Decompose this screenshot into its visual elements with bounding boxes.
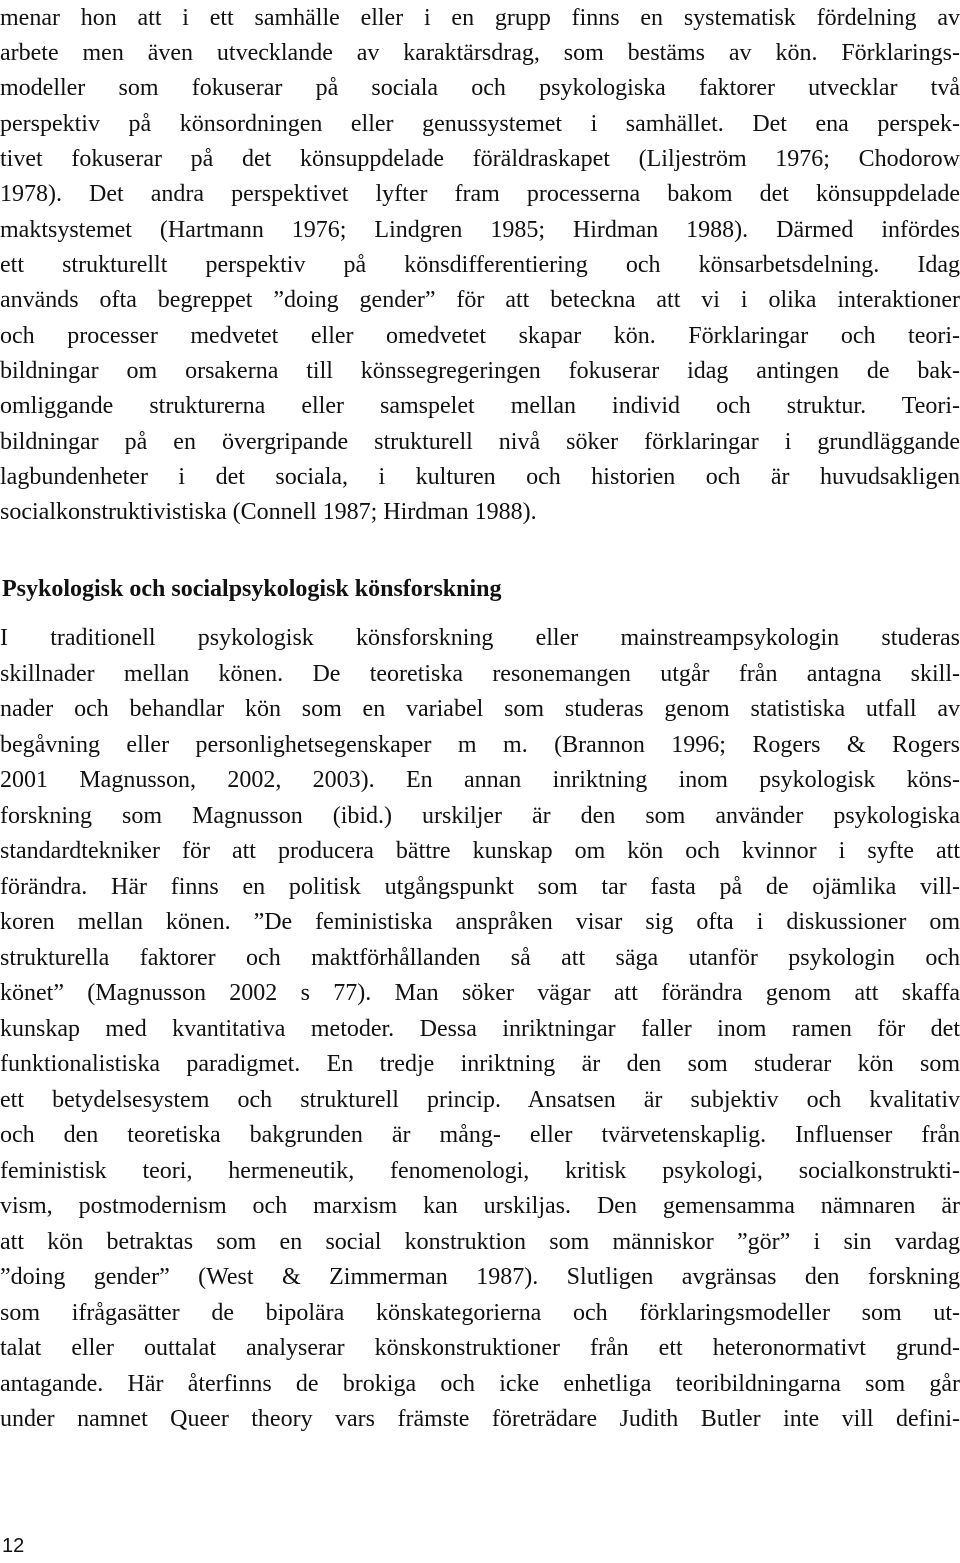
text-line: som ifrågasätter de bipolära könskategorierna och förklaringsmodeller som ut- <box>0 1300 960 1326</box>
text-line: koren mellan könen. ”De feministiska anspråken visar sig ofta i diskussioner om <box>0 909 960 935</box>
text-line: lagbundenheter i det sociala, i kulturen och historien och är huvudsakligen <box>0 464 960 490</box>
section-heading: Psykologisk och socialpsykologisk könsforskning <box>2 576 502 602</box>
text-line: förändra. Här finns en politisk utgångspunkt som tar fasta på de ojämlika vill- <box>0 874 960 900</box>
text-line: funktionalistiska paradigmet. En tredje inriktning är den som studerar kön som <box>0 1051 960 1077</box>
text-line: ”doing gender” (West & Zimmerman 1987). Slutligen avgränsas den forskning <box>0 1264 960 1290</box>
text-line: begåvning eller personlighetsegenskaper m m. (Brannon 1996; Rogers & Rogers <box>0 732 960 758</box>
text-line: tivet fokuserar på det könsuppdelade föräldraskapet (Liljeström 1976; Chodorow <box>0 146 960 172</box>
page-number: 12 <box>2 1535 25 1557</box>
text-line: I traditionell psykologisk könsforskning eller mainstreampsykologin studeras <box>0 625 960 651</box>
text-line: standardtekniker för att producera bättre kunskap om kön och kvinnor i syfte att <box>0 838 960 864</box>
text-line: menar hon att i ett samhälle eller i en grupp finns en systematisk fördelning av <box>0 5 960 31</box>
text-line: ett strukturellt perspektiv på könsdifferentiering och könsarbetsdelning. Idag <box>0 252 960 278</box>
text-line: strukturella faktorer och maktförhållanden så att säga utanför psykologin och <box>0 945 960 971</box>
text-line: ett betydelsesystem och strukturell princip. Ansatsen är subjektiv och kvalitativ <box>0 1087 960 1113</box>
text-line: bildningar på en övergripande strukturell nivå söker förklaringar i grundläggande <box>0 429 960 455</box>
text-line: 1978). Det andra perspektivet lyfter fram processerna bakom det könsuppdelade <box>0 181 960 207</box>
text-line: nader och behandlar kön som en variabel som studeras genom statistiska utfall av <box>0 696 960 722</box>
text-line: talat eller outtalat analyserar könskonstruktioner från ett heteronormativt grund- <box>0 1335 960 1361</box>
text-line: 2001 Magnusson, 2002, 2003). En annan inriktning inom psykologisk köns- <box>0 767 960 793</box>
text-line: modeller som fokuserar på sociala och psykologiska faktorer utvecklar två <box>0 75 960 101</box>
text-line: och den teoretiska bakgrunden är mång- eller tvärvetenskaplig. Influenser från <box>0 1122 960 1148</box>
text-line: perspektiv på könsordningen eller genussystemet i samhället. Det ena perspek- <box>0 111 960 137</box>
text-line: används ofta begreppet ”doing gender” för att beteckna att vi i olika interaktioner <box>0 287 960 313</box>
text-line: antagande. Här återfinns de brokiga och icke enhetliga teoribildningarna som går <box>0 1371 960 1397</box>
text-line: vism, postmodernism och marxism kan urskiljas. Den gemensamma nämnaren är <box>0 1193 960 1219</box>
text-line: forskning som Magnusson (ibid.) urskiljer är den som använder psykologiska <box>0 803 960 829</box>
text-line: feministisk teori, hermeneutik, fenomenologi, kritisk psykologi, socialkonstrukti- <box>0 1158 960 1184</box>
text-line: könet” (Magnusson 2002 s 77). Man söker vägar att förändra genom att skaffa <box>0 980 960 1006</box>
text-line: maktsystemet (Hartmann 1976; Lindgren 1985; Hirdman 1988). Därmed infördes <box>0 217 960 243</box>
text-line: bildningar om orsakerna till könssegregeringen fokuserar idag antingen de bak- <box>0 358 960 384</box>
text-line: kunskap med kvantitativa metoder. Dessa inriktningar faller inom ramen för det <box>0 1016 960 1042</box>
text-line: skillnader mellan könen. De teoretiska resonemangen utgår från antagna skill- <box>0 661 960 687</box>
text-line: och processer medvetet eller omedvetet skapar kön. Förklaringar och teori- <box>0 323 960 349</box>
text-line: arbete men även utvecklande av karaktärsdrag, som bestäms av kön. Förklarings- <box>0 40 960 66</box>
text-line: under namnet Queer theory vars främste företrädare Judith Butler inte vill defini- <box>0 1406 960 1432</box>
text-line: omliggande strukturerna eller samspelet mellan individ och struktur. Teori- <box>0 393 960 419</box>
text-line: att kön betraktas som en social konstruktion som människor ”gör” i sin vardag <box>0 1229 960 1255</box>
text-line: socialkonstruktivistiska (Connell 1987; Hirdman 1988). <box>0 499 537 525</box>
